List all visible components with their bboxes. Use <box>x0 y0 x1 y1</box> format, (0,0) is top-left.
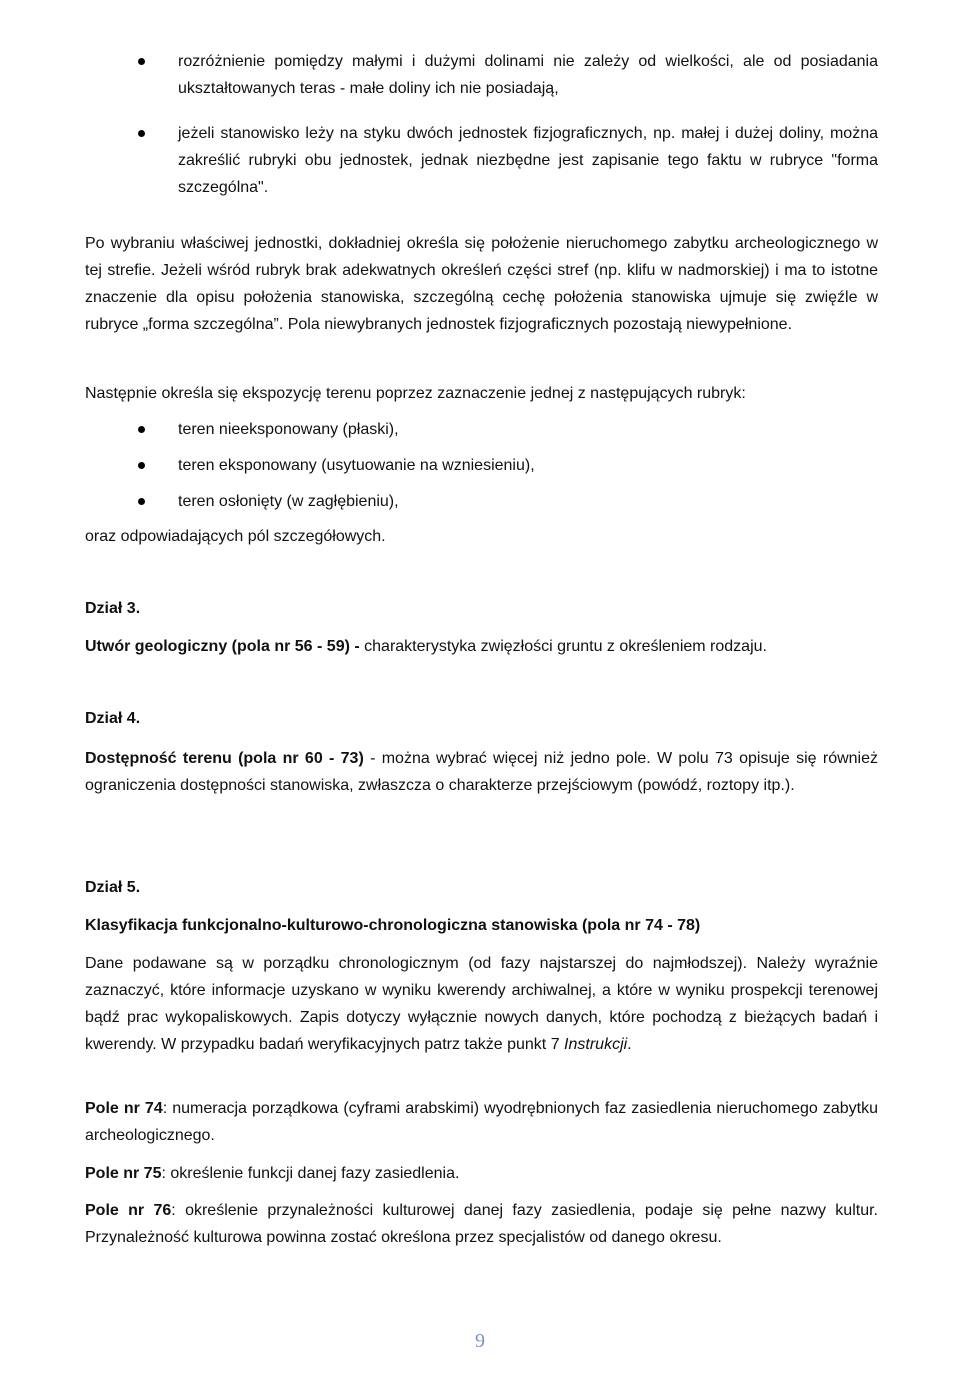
field-label: Pole nr 76 <box>85 1202 172 1219</box>
pole-76-description <box>85 1197 878 1251</box>
section-heading-dzial-3: Dział 3. <box>85 600 141 617</box>
paragraph-text: Dane podawane są w porządku chronologicznym (od fazy najstarszej do najmłodszej). Należy wyraźnie zaznaczyć, które informacje uzyskano w wyniku kwerendy archiwalnej, a które w wyniku prospekcji terenowej bądź prac wykopaliskowych. Zapis dotyczy wyłącznie nowych danych, które pochodzą z bieżących badań i kwerendy. W przypadku badań weryfikacyjnych patrz także punkt 7 <box>85 955 878 1053</box>
section-title-bold: Utwór geologiczny (pola nr 56 - 59) - <box>85 638 360 655</box>
list-item <box>146 452 878 479</box>
page-number: 9 <box>475 1330 485 1352</box>
paragraph-oraz: oraz odpowiadających pól szczegółowych. <box>85 528 386 545</box>
list-item <box>146 488 878 515</box>
section-title-dzial-3 <box>85 633 878 660</box>
list-item-text: teren nieeksponowany (płaski), <box>178 421 399 438</box>
list-item <box>146 120 878 201</box>
pole-75-description <box>85 1160 878 1187</box>
section-title-dzial-4 <box>85 745 878 799</box>
bullet-icon <box>138 426 145 433</box>
exposure-options-list <box>146 416 878 515</box>
physiographic-notes-list <box>146 48 878 201</box>
section-title-dzial-5: Klasyfikacja funkcjonalno-kulturowo-chronologiczna stanowiska (pola nr 74 - 78) <box>85 917 701 934</box>
paragraph-po-wybraniu: Po wybraniu właściwej jednostki, dokładniej określa się położenie nieruchomego zabytku archeologicznego w tej strefie. Jeżeli wśród rubryk brak adekwatnych określeń części stref (np. klifu w nadmorskiej) i ma to istotne znaczenie dla opisu położenia stanowiska, szczególną cechę położenia stanowiska ujmuje się zwięźle w rubryce „forma szczególna”. Pola niewybranych jednostek fizjograficznych pozostają niewypełnione. <box>85 235 878 333</box>
paragraph-italic: Instrukcji <box>564 1036 628 1053</box>
list-item-text: teren osłonięty (w zagłębieniu), <box>178 493 399 510</box>
field-text: : określenie przynależności kulturowej danej fazy zasiedlenia, podaje się pełne nazwy kultur. Przynależność kulturowa powinna zostać określona przez specjalistów od danego okresu. <box>85 1202 878 1246</box>
paragraph-nastepnie: Następnie określa się ekspozycję terenu poprzez zaznaczenie jednej z następujących rubryk: <box>85 385 746 402</box>
section-title-rest: - można wybrać więcej niż jedno pole. W polu 73 opisuje się również ograniczenia dostępności stanowiska, zwłaszcza o charakterze przejściowym (powódź, roztopy itp.). <box>85 750 879 794</box>
section-heading-dzial-4: Dział 4. <box>85 710 141 727</box>
bullet-icon <box>138 498 145 505</box>
section-title-rest: charakterystyka zwięzłości gruntu z określeniem rodzaju. <box>359 638 767 655</box>
pole-74-description <box>85 1095 878 1149</box>
list-item <box>146 416 878 443</box>
field-label: Pole nr 74 <box>85 1100 163 1117</box>
section-title-bold: Dostępność terenu (pola nr 60 - 73) <box>85 750 364 767</box>
bullet-icon <box>138 58 145 65</box>
bullet-icon <box>138 130 145 137</box>
paragraph-dane-podawane <box>85 950 878 1058</box>
list-item-text: jeżeli stanowisko leży na styku dwóch jednostek fizjograficznych, np. małej i dużej doliny, można zakreślić rubryki obu jednostek, jednak niezbędne jest zapisanie tego faktu w rubryce "forma szczególna". <box>178 125 878 196</box>
bullet-icon <box>138 462 145 469</box>
list-item-text: rozróżnienie pomiędzy małymi i dużymi dolinami nie zależy od wielkości, ale od posiadania ukształtowanych teras - małe doliny ich nie posiadają, <box>178 53 878 97</box>
paragraph-end: . <box>627 1036 632 1053</box>
field-text: : numeracja porządkowa (cyframi arabskimi) wyodrębnionych faz zasiedlenia nieruchomego zabytku archeologicznego. <box>85 1100 878 1144</box>
list-item-text: teren eksponowany (usytuowanie na wzniesieniu), <box>178 457 535 474</box>
section-heading-dzial-5: Dział 5. <box>85 879 141 896</box>
field-label: Pole nr 75 <box>85 1165 162 1182</box>
field-text: : określenie funkcji danej fazy zasiedlenia. <box>161 1165 460 1182</box>
list-item <box>146 48 878 102</box>
